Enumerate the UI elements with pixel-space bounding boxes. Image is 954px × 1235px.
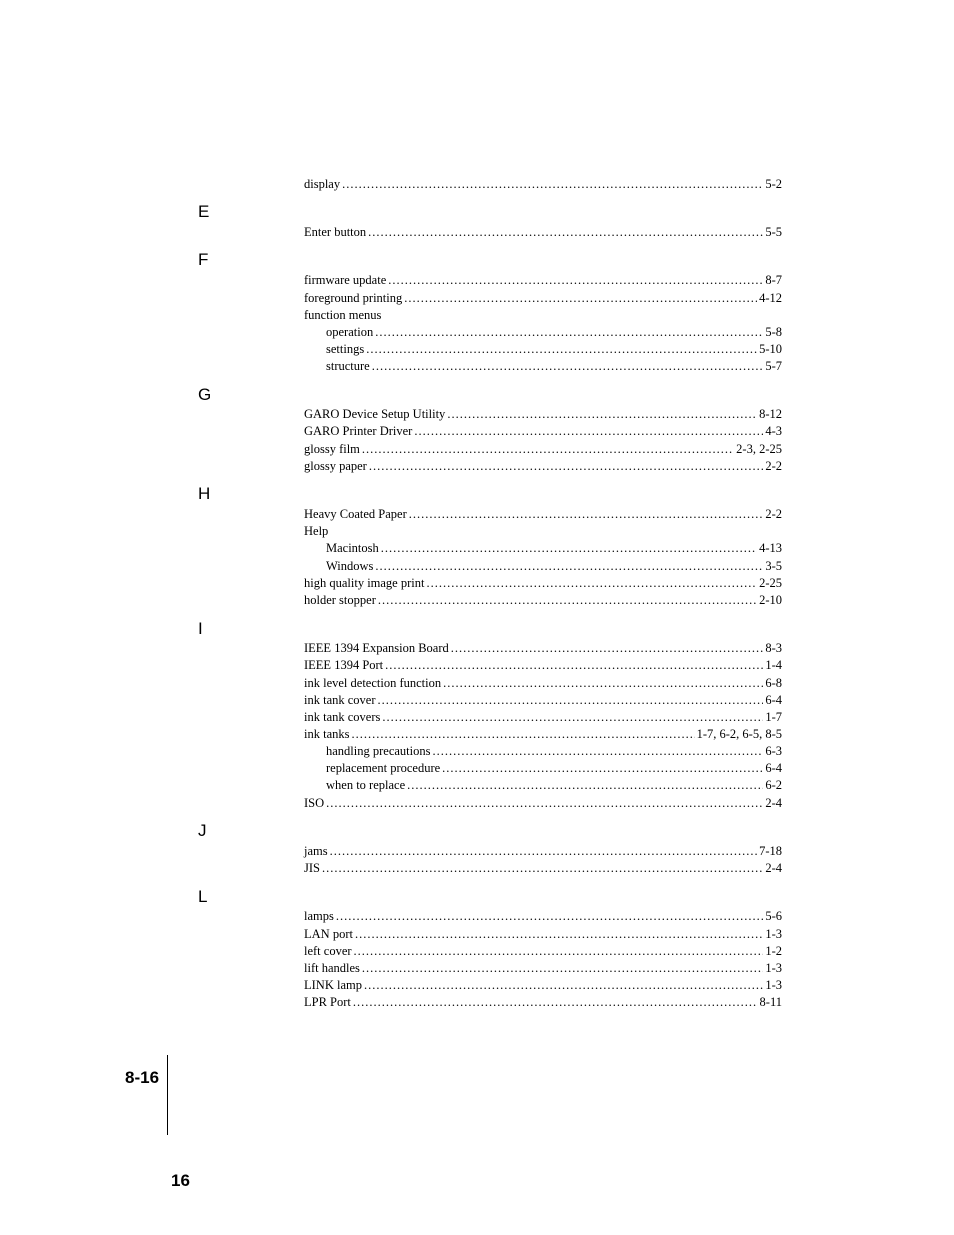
index-page: 2-25 bbox=[759, 576, 782, 590]
index-page: 6-4 bbox=[765, 693, 782, 707]
dot-leader bbox=[326, 795, 763, 811]
dot-leader bbox=[375, 324, 763, 340]
dot-leader bbox=[433, 743, 764, 759]
index-entry bbox=[304, 272, 782, 288]
index-term: ink tank covers bbox=[304, 710, 381, 724]
index-page: 3-5 bbox=[765, 559, 782, 573]
index-entry bbox=[304, 441, 782, 457]
index-entry bbox=[304, 994, 782, 1010]
index-entry bbox=[304, 726, 782, 742]
index-term: LPR Port bbox=[304, 995, 351, 1009]
section-letter-i: I bbox=[198, 619, 203, 638]
index-heading-entry bbox=[304, 523, 782, 539]
index-entry bbox=[304, 423, 782, 439]
dot-leader bbox=[388, 272, 763, 288]
section-letter-g: G bbox=[198, 385, 212, 404]
index-term: IEEE 1394 Port bbox=[304, 658, 384, 672]
index-term: settings bbox=[326, 342, 365, 356]
index-term: IEEE 1394 Expansion Board bbox=[304, 641, 449, 655]
index-term: ink level detection function bbox=[304, 676, 442, 690]
index-term: replacement procedure bbox=[326, 761, 441, 775]
index-term: function menus bbox=[304, 308, 382, 322]
dot-leader bbox=[322, 860, 763, 876]
index-subentry bbox=[326, 760, 782, 776]
index-page: 6-2 bbox=[765, 778, 782, 792]
dot-leader bbox=[426, 575, 757, 591]
index-subentry bbox=[326, 540, 782, 556]
section-letter-f: F bbox=[198, 250, 209, 269]
vertical-divider bbox=[167, 1055, 168, 1135]
index-page: 5-8 bbox=[765, 325, 782, 339]
index-term: glossy film bbox=[304, 442, 360, 456]
index-entry bbox=[304, 640, 782, 656]
index-entry bbox=[304, 406, 782, 422]
index-term: Help bbox=[304, 524, 329, 538]
index-page: 1-2 bbox=[765, 944, 782, 958]
index-subentry bbox=[326, 558, 782, 574]
index-entry bbox=[304, 224, 782, 240]
index-entry bbox=[304, 926, 782, 942]
index-page: 2-3, 2-25 bbox=[736, 442, 782, 456]
index-term: LAN port bbox=[304, 927, 353, 941]
section-letter-h: H bbox=[198, 484, 211, 503]
index-term: ink tank cover bbox=[304, 693, 376, 707]
index-term: lamps bbox=[304, 909, 334, 923]
dot-leader bbox=[407, 777, 763, 793]
dot-leader bbox=[404, 290, 757, 306]
index-term: Windows bbox=[326, 559, 374, 573]
dot-leader bbox=[362, 960, 763, 976]
index-entry bbox=[304, 709, 782, 725]
index-entry bbox=[304, 843, 782, 859]
index-entry bbox=[304, 860, 782, 876]
chapter-page-number: 8-16 bbox=[125, 1068, 160, 1087]
dot-leader bbox=[381, 540, 757, 556]
dot-leader bbox=[355, 926, 763, 942]
index-term: GARO Device Setup Utility bbox=[304, 407, 446, 421]
index-term: Macintosh bbox=[326, 541, 379, 555]
section-letter-e: E bbox=[198, 202, 210, 221]
index-page: 6-4 bbox=[765, 761, 782, 775]
dot-leader bbox=[442, 760, 763, 776]
index-subentry bbox=[326, 358, 782, 374]
index-page: 2-2 bbox=[765, 459, 782, 473]
page-number: 16 bbox=[171, 1171, 190, 1190]
dot-leader bbox=[351, 726, 694, 742]
index-subentry bbox=[326, 341, 782, 357]
index-page: 1-4 bbox=[765, 658, 782, 672]
index-page: 2-4 bbox=[765, 796, 782, 810]
index-term: GARO Printer Driver bbox=[304, 424, 413, 438]
index-entry bbox=[304, 592, 782, 608]
dot-leader bbox=[447, 406, 757, 422]
index-term: foreground printing bbox=[304, 291, 403, 305]
index-page: 6-8 bbox=[765, 676, 782, 690]
index-page: 2-10 bbox=[759, 593, 782, 607]
index-page: 8-11 bbox=[759, 995, 782, 1009]
index-term: structure bbox=[326, 359, 370, 373]
index-term: firmware update bbox=[304, 273, 387, 287]
index-subentry bbox=[326, 324, 782, 340]
index-page: 1-3 bbox=[765, 978, 782, 992]
index-page: 8-3 bbox=[765, 641, 782, 655]
index-page: 4-12 bbox=[759, 291, 782, 305]
dot-leader bbox=[372, 358, 764, 374]
index-page: 5-6 bbox=[765, 909, 782, 923]
dot-leader bbox=[330, 843, 757, 859]
dot-leader bbox=[385, 657, 763, 673]
index-page: 1-7 bbox=[765, 710, 782, 724]
index-entry bbox=[304, 675, 782, 691]
dot-leader bbox=[354, 943, 764, 959]
index-term: lift handles bbox=[304, 961, 360, 975]
index-page: 1-3 bbox=[765, 927, 782, 941]
dot-leader bbox=[378, 692, 764, 708]
dot-leader bbox=[443, 675, 763, 691]
index-entry bbox=[304, 657, 782, 673]
index-page: 7-18 bbox=[759, 844, 782, 858]
index-term: JIS bbox=[304, 861, 320, 875]
section-letter-j: J bbox=[198, 821, 207, 840]
index-page: 2-4 bbox=[765, 861, 782, 875]
index-page: 6-3 bbox=[765, 744, 782, 758]
index-term: holder stopper bbox=[304, 593, 376, 607]
dot-leader bbox=[362, 441, 734, 457]
dot-leader bbox=[414, 423, 763, 439]
dot-leader bbox=[353, 994, 758, 1010]
dot-leader bbox=[451, 640, 764, 656]
index-entry bbox=[304, 960, 782, 976]
index-term: handling precautions bbox=[326, 744, 431, 758]
index-term: LINK lamp bbox=[304, 978, 362, 992]
index-page: 5-10 bbox=[759, 342, 782, 356]
dot-leader bbox=[382, 709, 763, 725]
index-term: Heavy Coated Paper bbox=[304, 507, 407, 521]
index-page: 5-7 bbox=[765, 359, 782, 373]
index-page: 5-2 bbox=[765, 177, 782, 191]
index-page: 1-3 bbox=[765, 961, 782, 975]
index-entry bbox=[304, 506, 782, 522]
dot-leader bbox=[378, 592, 757, 608]
index-page: 4-13 bbox=[759, 541, 782, 555]
dot-leader bbox=[369, 458, 763, 474]
index-term: operation bbox=[326, 325, 374, 339]
index-entry bbox=[304, 943, 782, 959]
index-page: 8-12 bbox=[759, 407, 782, 421]
index-page: 4-3 bbox=[765, 424, 782, 438]
index-entry bbox=[304, 458, 782, 474]
index-term: ISO bbox=[304, 796, 325, 810]
index-page: 8-7 bbox=[765, 273, 782, 287]
dot-leader bbox=[342, 176, 763, 192]
index-entry bbox=[304, 692, 782, 708]
dot-leader bbox=[409, 506, 764, 522]
index-subentry bbox=[326, 777, 782, 793]
section-letter-l: L bbox=[198, 887, 208, 906]
dot-leader bbox=[364, 977, 763, 993]
index-entry bbox=[304, 290, 782, 306]
index-entry bbox=[304, 575, 782, 591]
index-page: 2-2 bbox=[765, 507, 782, 521]
index-entry bbox=[304, 795, 782, 811]
index-page: 5-5 bbox=[765, 225, 782, 239]
index-page: 1-7, 6-2, 6-5, 8-5 bbox=[696, 727, 782, 741]
dot-leader bbox=[375, 558, 763, 574]
index-entry bbox=[304, 908, 782, 924]
dot-leader bbox=[366, 341, 757, 357]
index-term: display bbox=[304, 177, 341, 191]
dot-leader bbox=[336, 908, 763, 924]
index-entry-display bbox=[304, 176, 782, 192]
index-term: ink tanks bbox=[304, 727, 350, 741]
index-term: high quality image print bbox=[304, 576, 425, 590]
index-term: when to replace bbox=[326, 778, 406, 792]
index-term: Enter button bbox=[304, 225, 367, 239]
index-heading-entry bbox=[304, 307, 782, 323]
index-entry bbox=[304, 977, 782, 993]
index-term: jams bbox=[304, 844, 328, 858]
dot-leader bbox=[368, 224, 763, 240]
index-term: left cover bbox=[304, 944, 352, 958]
index-subentry bbox=[326, 743, 782, 759]
index-term: glossy paper bbox=[304, 459, 367, 473]
